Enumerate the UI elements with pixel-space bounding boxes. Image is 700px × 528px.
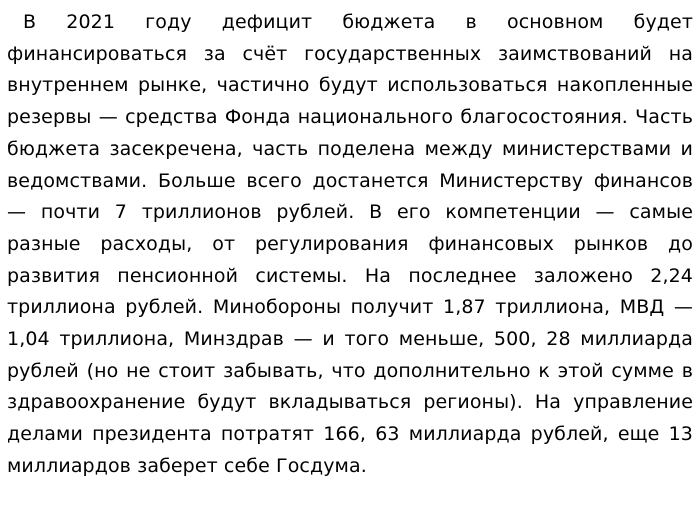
- body-paragraph: В 2021 году дефицит бюджета в основном будет финансироваться за счёт государственных заимствований на внутреннем рынке, частично будут использоваться накопленные резервы — средства Фонда национального благосостояния. Часть бюджета засекречена, часть поделена между министерствами и ведомствами. Больше всего достанется Министерству финансов — почти 7 триллионов рублей. В его компетенции — самые разные расходы, от регулирования финансовых рынков до развития пенсионной системы. На последнее заложено 2,24 триллиона рублей. Минобороны получит 1,87 триллиона, МВД — 1,04 триллиона, Минздрав — и того меньше, 500, 28 миллиарда рублей (но не стоит забывать, что дополнительно к этой сумме в здравоохранение будут вкладываться регионы). На управление делами президента потратят 166, 63 миллиарда рублей, еще 13 миллиардов заберет себе Госдума.: [7, 11, 693, 477]
- document-page: [7, 7, 693, 483]
